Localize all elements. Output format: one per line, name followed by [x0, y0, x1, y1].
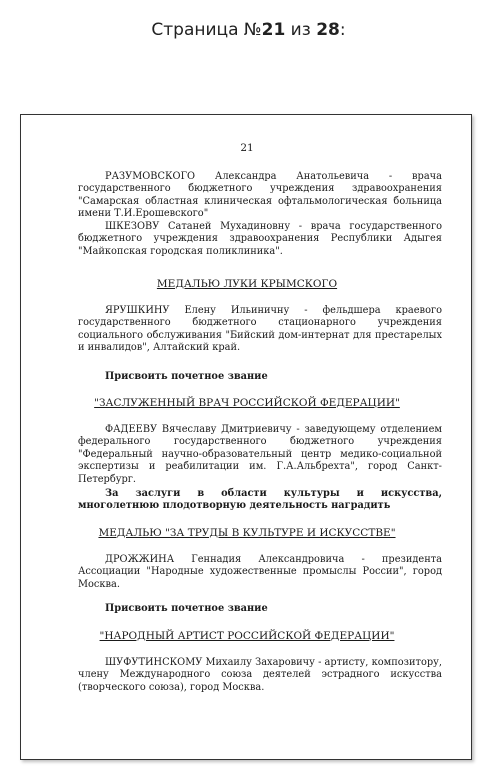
paragraph-shkezova: ШКЕЗОВУ Сатаней Мухадиновну - врача государственного бюджетного учреждения здравоохранения Республики Адыгея "Майкопская городская поликлиника". — [78, 221, 442, 257]
award-title-culture-medal-text: МЕДАЛЬЮ "ЗА ТРУДЫ В КУЛЬТУРЕ И ИСКУССТВЕ" — [98, 527, 396, 539]
current-page-number: 21 — [261, 20, 286, 40]
paragraph-shufutinsky: ШУФУТИНСКОМУ Михаилу Захаровичу - артисту, композитору, члену Международного союза деятелей эстрадного искусства (творческого союза), город Москва. — [78, 657, 442, 693]
award-title-luka-krymsky — [21, 278, 473, 290]
paragraph-razumovsky: РАЗУМОВСКОГО Александра Анатольевича - врача государственного бюджетного учреждения здравоохранения "Самарская областная клиническая офтальмологическая больница имени Т.И.Ерошевского" — [78, 171, 442, 220]
award-title-culture-medal — [21, 527, 473, 539]
award-title-honored-doctor — [21, 397, 473, 409]
page-counter-prefix: Страница № — [151, 20, 262, 40]
heading-culture-merit: За заслуги в области культуры и искусства, многолетнюю плодотворную деятельность наградить — [78, 488, 442, 512]
paragraph-drozhzhin: ДРОЖЖИНА Геннадия Александровича - президента Ассоциации "Народные художественные промыслы России", город Москва. — [78, 554, 442, 590]
paragraph-yarushkina: ЯРУШКИНУ Елену Ильиничну - фельдшера краевого государственного бюджетного стационарного учреждения социального обслуживания "Бийский дом-интернат для престарелых и инвалидов", Алтайский край. — [78, 305, 442, 354]
award-title-peoples-artist — [21, 630, 473, 642]
paragraph-fadeev: ФАДЕЕВУ Вячеславу Дмитриевичу - заведующему отделением федерального государственного бюджетного учреждения "Федеральный научно-образовательный центр медико-социальной экспертизы и реабилитации им. Г.А.Альбрехта", город Санкт-Петербург. — [78, 424, 442, 485]
page-counter-suffix: : — [339, 20, 346, 40]
total-pages-number: 28 — [316, 20, 340, 40]
award-title-luka-krymsky-text: МЕДАЛЬЮ ЛУКИ КРЫМСКОГО — [156, 278, 338, 290]
heading-assign-title-2: Присвоить почетное звание — [105, 603, 268, 614]
heading-assign-title-1: Присвоить почетное звание — [105, 371, 268, 382]
award-title-honored-doctor-text: "ЗАСЛУЖЕННЫЙ ВРАЧ РОССИЙСКОЙ ФЕДЕРАЦИИ" — [94, 397, 400, 409]
award-title-peoples-artist-text: "НАРОДНЫЙ АРТИСТ РОССИЙСКОЙ ФЕДЕРАЦИИ" — [99, 630, 395, 642]
document-page-number: 21 — [240, 142, 254, 154]
document-page — [20, 114, 472, 760]
page-counter-middle: из — [285, 20, 317, 40]
page-counter — [0, 20, 497, 40]
